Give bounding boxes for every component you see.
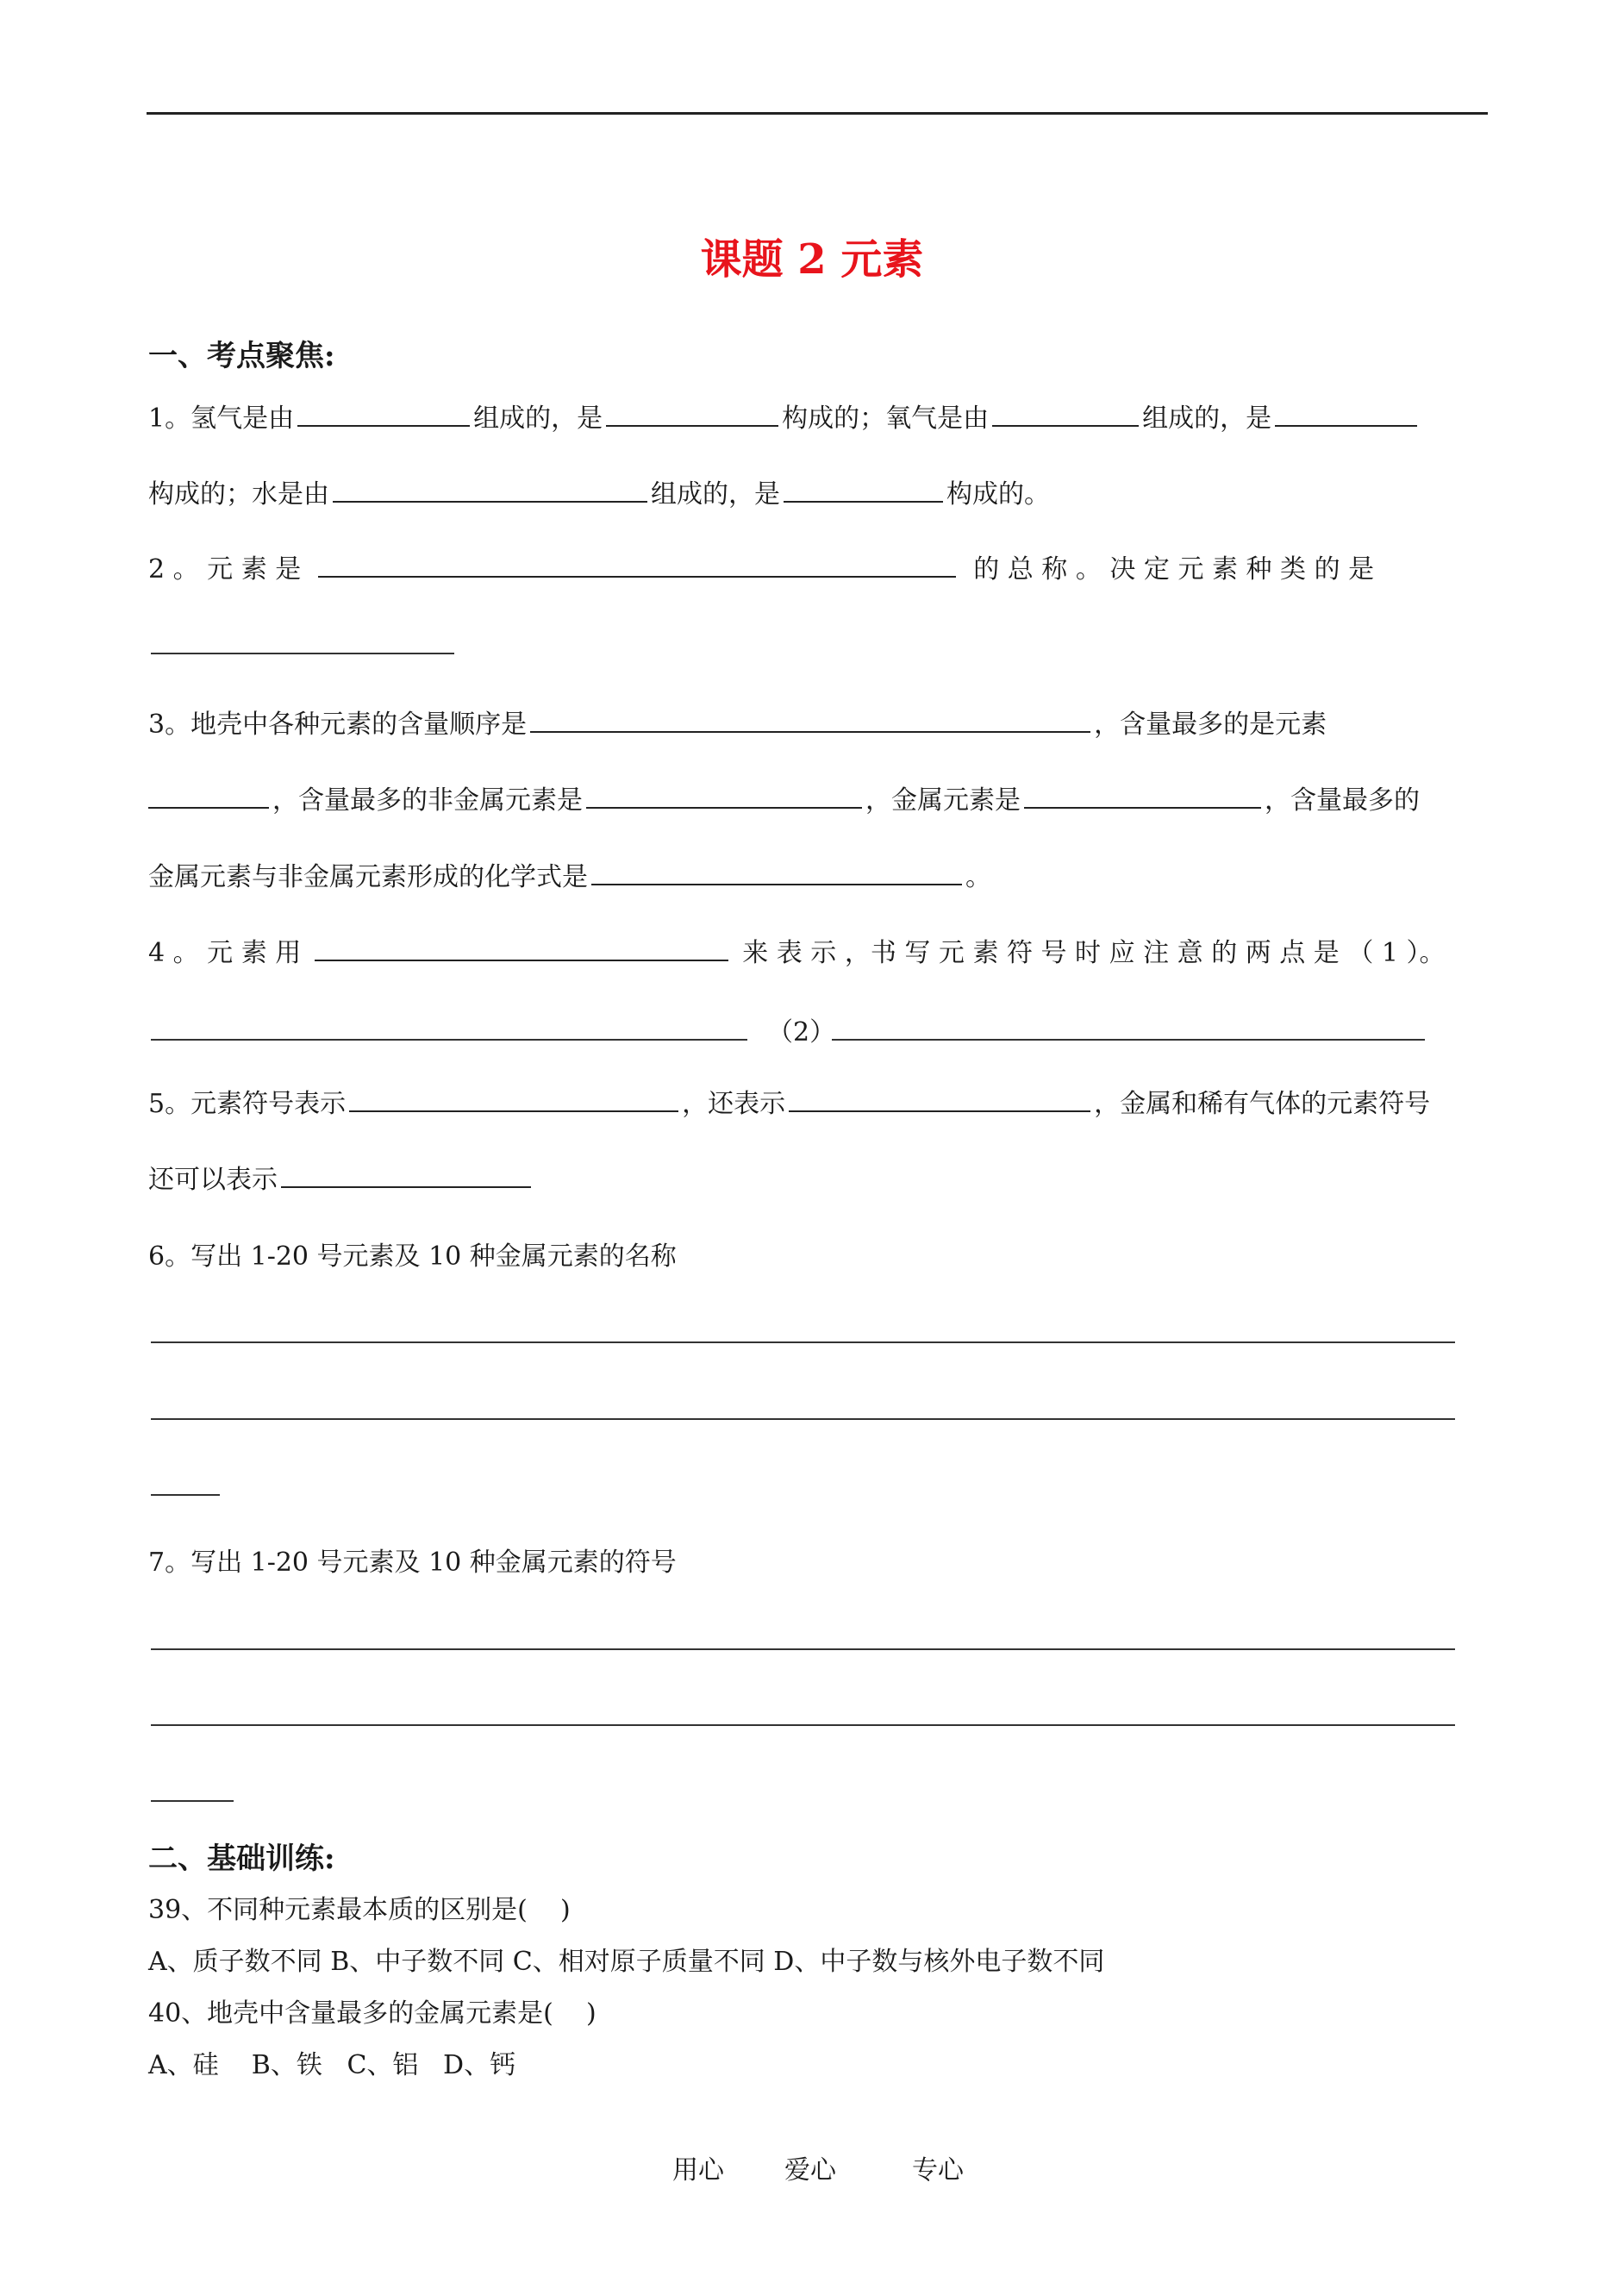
question-2-line-1: 2 。 元 素 是 的 总 称 。 决 定 元 素 种 类 的 是: [148, 554, 1375, 585]
answer-line[interactable]: [151, 653, 454, 654]
question-5-line-1: 5。元素符号表示 ，还表示 ，金属和稀有气体的元素符号: [148, 1089, 1431, 1119]
blank[interactable]: [1275, 424, 1417, 427]
answer-line[interactable]: [151, 1724, 1455, 1726]
question-1-line-1: 1。氢气是由 组成的，是 构成的；氧气是由 组成的，是: [148, 397, 1421, 435]
question-40: 40、地壳中含量最多的金属元素是( ): [148, 1998, 597, 2029]
blank[interactable]: [784, 500, 943, 503]
blank[interactable]: [586, 806, 862, 809]
blank[interactable]: [530, 730, 1090, 733]
answer-line[interactable]: [151, 1800, 234, 1802]
header-rule: [147, 112, 1488, 115]
blank[interactable]: [148, 806, 269, 809]
answer-line[interactable]: [832, 1039, 1425, 1041]
question-3-line-1: 3。地壳中各种元素的含量顺序是 ，含量最多的是元素: [148, 710, 1327, 740]
question-4-line-1: 4 。 元 素 用 来 表 示 ，书 写 元 素 符 号 时 应 注 意 的 两 点 是 （ 1 ）。: [148, 938, 1446, 968]
blank[interactable]: [1024, 806, 1261, 809]
blank[interactable]: [789, 1110, 1090, 1112]
footer-text-3: 专心: [912, 2155, 964, 2186]
section-heading-1: 一、考点聚焦:: [148, 339, 335, 373]
section-heading-2: 二、基础训练:: [148, 1842, 335, 1876]
question-5-line-2: 还可以表示: [148, 1158, 534, 1196]
blank[interactable]: [333, 500, 647, 503]
question-4-part-2-label: （2）: [767, 1017, 836, 1047]
question-39: 39、不同种元素最本质的区别是( ): [148, 1895, 571, 1925]
question-7: 7。写出 1-20 号元素及 10 种金属元素的符号: [148, 1548, 677, 1578]
answer-line[interactable]: [151, 1494, 220, 1496]
blank[interactable]: [318, 575, 956, 578]
question-1-line-2: 构成的；水是由 组成的，是 构成的。: [148, 479, 1050, 510]
blank[interactable]: [606, 424, 778, 427]
answer-line[interactable]: [151, 1341, 1455, 1343]
question-40-options: A、硅 B、铁 C、铝 D、钙: [148, 2050, 516, 2080]
question-3-line-2: ，含量最多的非金属元素是 ，金属元素是 ，含量最多的: [148, 779, 1420, 816]
answer-line[interactable]: [151, 1039, 747, 1041]
blank[interactable]: [281, 1185, 531, 1188]
blank[interactable]: [992, 424, 1139, 427]
blank[interactable]: [349, 1110, 678, 1112]
question-6: 6。写出 1-20 号元素及 10 种金属元素的名称: [148, 1241, 677, 1272]
blank[interactable]: [591, 883, 962, 885]
answer-line[interactable]: [151, 1648, 1455, 1650]
question-3-line-3: 金属元素与非金属元素形成的化学式是 。: [148, 862, 991, 892]
blank[interactable]: [315, 959, 728, 961]
answer-line[interactable]: [151, 1418, 1455, 1420]
footer-text-1: 用心: [672, 2155, 724, 2186]
footer-text-2: 爱心: [784, 2155, 836, 2186]
question-39-options: A、质子数不同 B、中子数不同 C、相对原子质量不同 D、中子数与核外电子数不同: [148, 1947, 1105, 1977]
page-title: 课题 2 元素: [700, 235, 924, 284]
blank[interactable]: [297, 424, 470, 427]
